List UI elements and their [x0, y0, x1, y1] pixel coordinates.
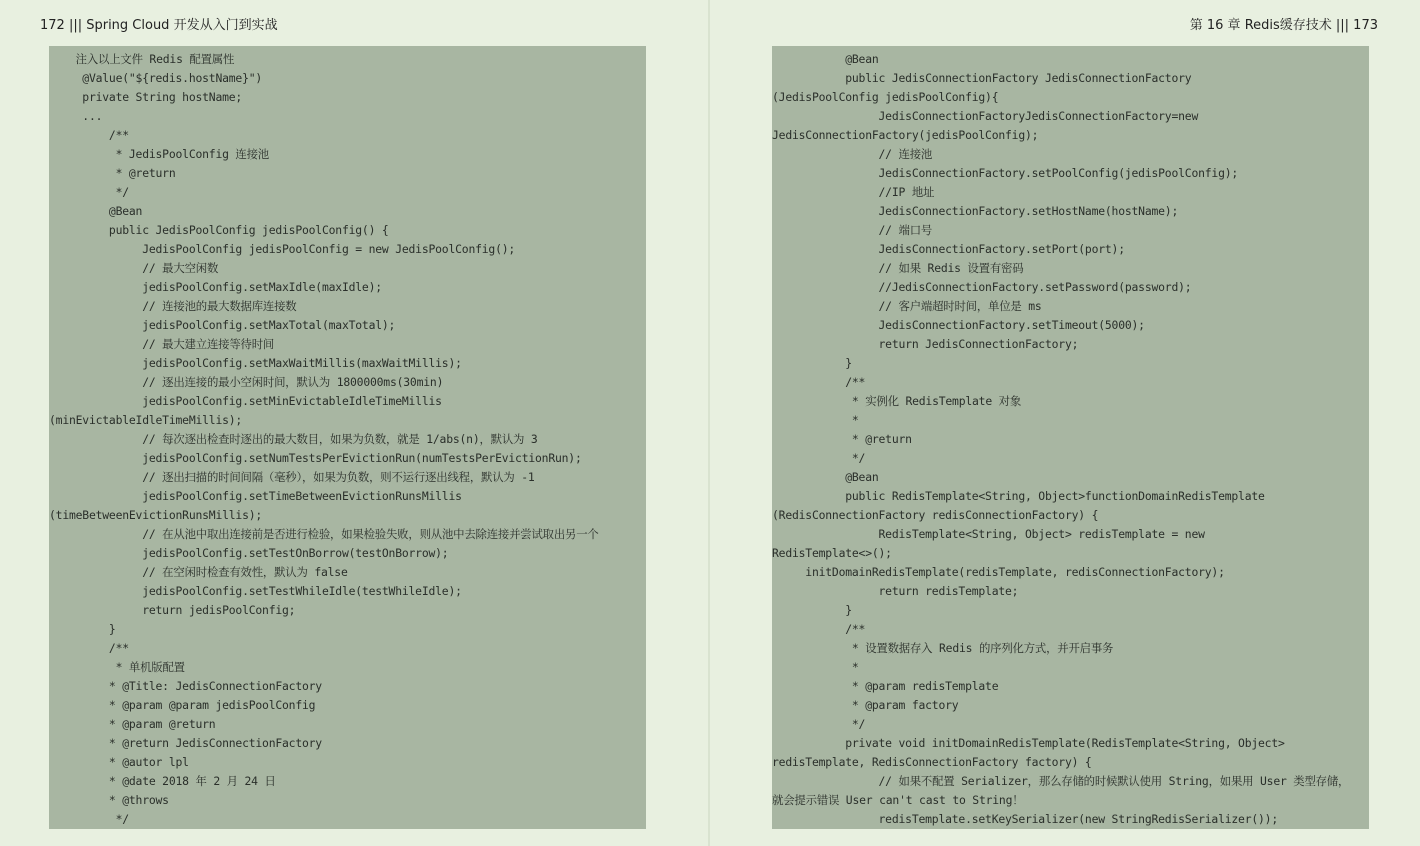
code-line: JedisConnectionFactory.setTimeout(5000);: [772, 318, 1145, 332]
code-line: // 逐出连接的最小空闲时间，默认为 1800000ms(30min): [49, 375, 444, 389]
code-line: // 最大空闲数: [49, 261, 219, 275]
code-line: // 逐出扫描的时间间隔（毫秒），如果为负数，则不运行逐出线程，默认为 -1: [49, 470, 535, 484]
code-line: // 如果 Redis 设置有密码: [772, 261, 1024, 275]
code-line: (JedisPoolConfig jedisPoolConfig){: [772, 90, 999, 104]
code-line: // 连接池的最大数据库连接数: [49, 299, 297, 313]
code-line: */: [772, 451, 866, 465]
code-line: * @param @return: [49, 717, 216, 731]
code-line: * @return JedisConnectionFactory: [49, 736, 322, 750]
code-line: 就会提示错误 User can't cast to String！: [772, 793, 1024, 807]
code-line: ...: [49, 109, 103, 123]
code-line: return redisTemplate;: [772, 584, 1019, 598]
code-line: * @return: [49, 166, 176, 180]
left-page-header: 172 ||| Spring Cloud 开发从入门到实战: [40, 18, 278, 33]
code-line: * @return: [772, 432, 912, 446]
code-line: JedisConnectionFactoryJedisConnectionFactory=new: [772, 109, 1199, 123]
code-line: // 连接池: [772, 147, 933, 161]
code-line: *: [772, 660, 859, 674]
code-line: *: [772, 413, 859, 427]
code-line: initDomainRedisTemplate(redisTemplate, redisConnectionFactory);: [772, 565, 1225, 579]
code-line: (timeBetweenEvictionRunsMillis);: [49, 508, 263, 522]
right-code-lines: [772, 46, 1369, 829]
code-line: jedisPoolConfig.setMaxWaitMillis(maxWaitMillis);: [49, 356, 462, 370]
code-line: @Value("${redis.hostName}"): [49, 71, 263, 85]
code-line: /**: [772, 622, 866, 636]
code-line: * @param redisTemplate: [772, 679, 999, 693]
code-line: public RedisTemplate<String, Object>functionDomainRedisTemplate: [772, 489, 1265, 503]
code-line: private String hostName;: [49, 90, 243, 104]
right-code-block: [772, 46, 1369, 829]
code-line: JedisPoolConfig jedisPoolConfig = new JedisPoolConfig();: [49, 242, 516, 256]
code-line: * 单机版配置: [49, 660, 185, 674]
code-line: @Bean: [772, 470, 879, 484]
code-line: * @param factory: [772, 698, 959, 712]
code-line: // 每次逐出检查时逐出的最大数目，如果为负数，就是 1/abs(n)，默认为 3: [49, 432, 538, 446]
code-line: // 最大建立连接等待时间: [49, 337, 275, 351]
left-page: [0, 0, 708, 846]
code-line: /**: [49, 128, 129, 142]
code-line: //IP 地址: [772, 185, 935, 199]
code-line: /**: [49, 641, 129, 655]
code-line: redisTemplate, RedisConnectionFactory factory) {: [772, 755, 1092, 769]
code-line: public JedisConnectionFactory JedisConnectionFactory: [772, 71, 1192, 85]
code-line: jedisPoolConfig.setTestWhileIdle(testWhileIdle);: [49, 584, 462, 598]
code-line: jedisPoolConfig.setMinEvictableIdleTimeMillis: [49, 394, 442, 408]
code-line: // 在空闲时检查有效性，默认为 false: [49, 565, 348, 579]
code-line: }: [772, 356, 852, 370]
code-line: jedisPoolConfig.setMaxTotal(maxTotal);: [49, 318, 396, 332]
code-line: */: [49, 185, 129, 199]
left-code-lines: [49, 46, 646, 829]
code-line: */: [772, 717, 866, 731]
code-line: // 如果不配置 Serializer，那么存储的时候默认使用 String，如果用 User 类型存储，: [772, 774, 1350, 788]
code-line: // 客户端超时时间，单位是 ms: [772, 299, 1042, 313]
right-page: [710, 0, 1420, 846]
code-line: jedisPoolConfig.setNumTestsPerEvictionRun(numTestsPerEvictionRun);: [49, 451, 582, 465]
code-line: RedisTemplate<>();: [772, 546, 892, 560]
code-line: * JedisPoolConfig 连接池: [49, 147, 269, 161]
code-line: // 端口号: [772, 223, 933, 237]
code-line: JedisConnectionFactory.setHostName(hostName);: [772, 204, 1179, 218]
code-line: jedisPoolConfig.setTimeBetweenEvictionRunsMillis: [49, 489, 462, 503]
code-line: * @date 2018 年 2 月 24 日: [49, 774, 276, 788]
code-line: * @param @param jedisPoolConfig: [49, 698, 316, 712]
right-page-header: 第 16 章 Redis缓存技术 ||| 173: [1189, 18, 1378, 33]
code-line: JedisConnectionFactory(jedisPoolConfig);: [772, 128, 1039, 142]
code-line: * 实例化 RedisTemplate 对象: [772, 394, 1022, 408]
code-line: (minEvictableIdleTimeMillis);: [49, 413, 243, 427]
code-line: public JedisPoolConfig jedisPoolConfig() {: [49, 223, 389, 237]
left-code-block: [49, 46, 646, 829]
code-line: }: [772, 603, 852, 617]
code-line: }: [49, 622, 116, 636]
code-line: // 在从池中取出连接前是否进行检验，如果检验失败，则从池中去除连接并尝试取出另一个: [49, 527, 599, 541]
code-line: //JedisConnectionFactory.setPassword(password);: [772, 280, 1192, 294]
code-line: jedisPoolConfig.setMaxIdle(maxIdle);: [49, 280, 382, 294]
code-line: return jedisPoolConfig;: [49, 603, 296, 617]
code-line: * @Title: JedisConnectionFactory: [49, 679, 322, 693]
code-line: (RedisConnectionFactory redisConnectionFactory) {: [772, 508, 1099, 522]
code-line: JedisConnectionFactory.setPoolConfig(jedisPoolConfig);: [772, 166, 1239, 180]
code-line: @Bean: [772, 52, 879, 66]
code-line: * 设置数据存入 Redis 的序列化方式，并开启事务: [772, 641, 1114, 655]
code-line: * @autor lpl: [49, 755, 189, 769]
code-line: RedisTemplate<String, Object> redisTemplate = new: [772, 527, 1205, 541]
code-line: @Bean: [49, 204, 143, 218]
code-line: * @throws: [49, 793, 169, 807]
code-line: jedisPoolConfig.setTestOnBorrow(testOnBorrow);: [49, 546, 449, 560]
code-line: */: [49, 812, 129, 826]
code-line: 注入以上文件 Redis 配置属性: [49, 52, 235, 66]
code-line: private void initDomainRedisTemplate(RedisTemplate<String, Object>: [772, 736, 1285, 750]
code-line: return JedisConnectionFactory;: [772, 337, 1079, 351]
code-line: redisTemplate.setKeySerializer(new StringRedisSerializer());: [772, 812, 1278, 826]
code-line: JedisConnectionFactory.setPort(port);: [772, 242, 1125, 256]
code-line: /**: [772, 375, 866, 389]
